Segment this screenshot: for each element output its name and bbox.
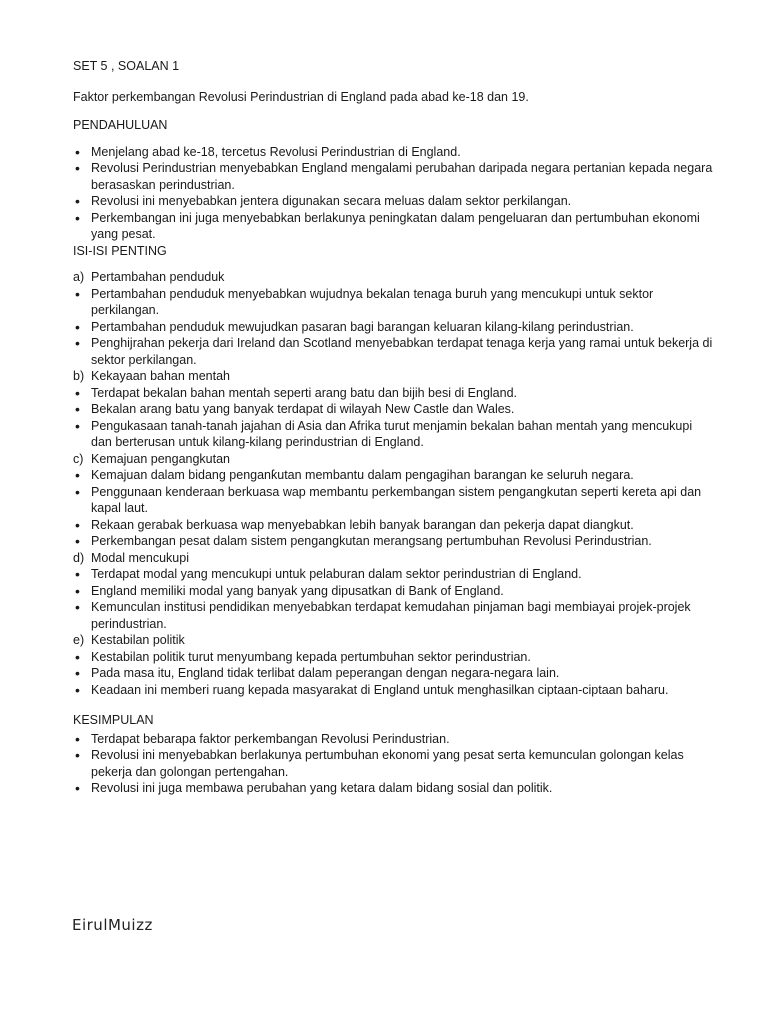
conclusion-point: • Revolusi ini menyebabkan berlakunya pertumbuhan ekonomi yang pesat serta kemunculan golongan kelas pekerja dan golongan pertengahan. — [73, 747, 713, 780]
section-point: • Rekaan gerabak berkuasa wap menyebabkan lebih banyak barangan dan pekerja dapat diangkut. — [73, 517, 713, 534]
section-point: • Pada masa itu, England tidak terlibat dalam peperangan dengan negara-negara lain. — [73, 665, 713, 682]
section-c — [73, 451, 713, 550]
section-title — [73, 368, 713, 385]
section-point: • Keadaan ini memberi ruang kepada masyarakat di England untuk menghasilkan ciptaan-ciptaan baharu. — [73, 682, 713, 699]
section-point: • Penghijrahan pekerja dari Ireland dan Scotland menyebabkan terdapat tenaga kerja yang ramai untuk bekerja di sektor perkilangan. — [73, 335, 713, 368]
section-list — [73, 385, 713, 451]
section-point: • Terdapat bekalan bahan mentah seperti arang batu dan bijih besi di England. — [73, 385, 713, 402]
intro-heading: PENDAHULUAN — [73, 118, 168, 132]
document-page — [73, 58, 713, 797]
section-title — [73, 451, 713, 468]
section-point: • Kestabilan politik turut menyumbang kepada pertumbuhan sektor perindustrian. — [73, 649, 713, 666]
section-title — [73, 632, 713, 649]
section-point: • Pertambahan penduduk menyebabkan wujudnya bekalan tenaga buruh yang mencukupi untuk sektor perkilangan. — [73, 286, 713, 319]
intro-point: • Perkembangan ini juga menyebabkan berlakunya peningkatan dalam pengeluaran dan pertumbuhan ekonomi yang pesat. — [73, 210, 713, 243]
section-title — [73, 550, 713, 567]
section-b — [73, 368, 713, 451]
section-point: • Bekalan arang batu yang banyak terdapat di wilayah New Castle dan Wales. — [73, 401, 713, 418]
intro-point: • Revolusi ini menyebabkan jentera digunakan secara meluas dalam sektor perkilangan. — [73, 193, 713, 210]
question-text: Faktor perkembangan Revolusi Perindustrian di England pada abad ke-18 dan 19. — [73, 89, 529, 104]
section-a — [73, 269, 713, 368]
intro-point: • Revolusi Perindustrian menyebabkan England mengalami perubahan daripada negara pertanian kepada negara berasaskan perindustrian. — [73, 160, 713, 193]
conclusion-list — [73, 731, 713, 797]
section-point: • Kemajuan dalam bidang penganƙutan membantu dalam pengagihan barangan ke seluruh negara. — [73, 467, 713, 484]
section-list — [73, 286, 713, 369]
section-list — [73, 566, 713, 632]
section-e — [73, 632, 713, 698]
section-title-text: Pertambahan penduduk — [91, 270, 225, 284]
section-letter: d) — [73, 550, 85, 565]
author-signature: EirulMuizz — [72, 916, 153, 934]
section-point: • Pertambahan penduduk mewujudkan pasaran bagi barangan keluaran kilang-kilang perindustrian. — [73, 319, 713, 336]
body-sections — [73, 269, 713, 698]
section-point: • Perkembangan pesat dalam sistem pengangkutan merangsang pertumbuhan Revolusi Perindustrian. — [73, 533, 713, 550]
section-title-text: Kemajuan pengangkutan — [91, 451, 231, 466]
section-point: • Pengukasaan tanah-tanah jajahan di Asia dan Afrika turut menjamin bekalan bahan mentah yang mencukupi dan berterusan untuk kilang-kilang perindustrian di England. — [73, 418, 713, 451]
section-letter: a) — [73, 270, 85, 284]
section-title — [73, 269, 713, 286]
section-letter: c) — [73, 451, 84, 466]
section-point: • Kemunculan institusi pendidikan menyebabkan terdapat kemudahan pinjaman bagi membiayai projek-projek perindustrian. — [73, 599, 713, 632]
section-title-text: Kekayaan bahan mentah — [91, 369, 230, 383]
section-letter: b) — [73, 369, 85, 383]
intro-point: • Menjelang abad ke-18, tercetus Revolusi Perindustrian di England. — [73, 144, 713, 161]
body-heading: ISI-ISI PENTING — [73, 243, 167, 258]
document-title: SET 5 , SOALAN 1 — [73, 59, 180, 73]
conclusion-point: • Revolusi ini juga membawa perubahan yang ketara dalam bidang sosial dan politik. — [73, 780, 713, 797]
conclusion-heading: KESIMPULAN — [73, 713, 154, 727]
conclusion-point: • Terdapat bebarapa faktor perkembangan Revolusi Perindustrian. — [73, 731, 713, 748]
section-title-text: Kestabilan politik — [91, 633, 185, 647]
intro-list — [73, 144, 713, 243]
section-list — [73, 649, 713, 699]
section-list — [73, 467, 713, 550]
section-point: • Terdapat modal yang mencukupi untuk pelaburan dalam sektor perindustrian di England. — [73, 566, 713, 583]
section-title-text: Modal mencukupi — [91, 550, 189, 565]
section-point: • Penggunaan kenderaan berkuasa wap membantu perkembangan sistem pengangkutan seperti kereta api dan kapal laut. — [73, 484, 713, 517]
section-letter: e) — [73, 633, 85, 647]
section-point: • England memiliki modal yang banyak yang dipusatkan di Bank of England. — [73, 583, 713, 600]
section-d — [73, 550, 713, 633]
